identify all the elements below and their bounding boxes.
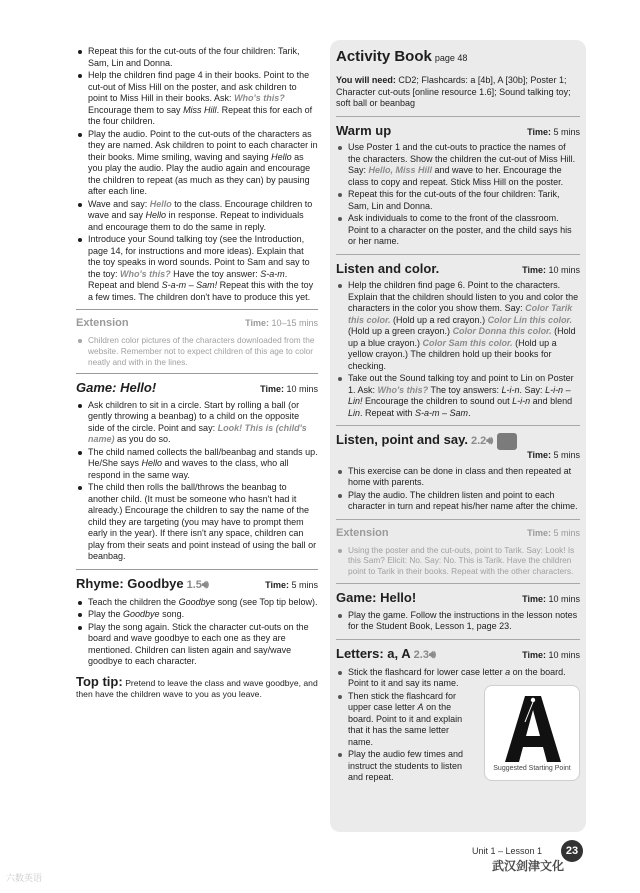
list-item: Then stick the flashcard for upper case letter A on the board. Point to it and explain that it has the same letter name. bbox=[336, 691, 474, 749]
game-r-title: Game: Hello! bbox=[336, 590, 417, 606]
game-time: Time: 10 mins bbox=[260, 384, 318, 395]
top-tip-title: Top tip: bbox=[76, 673, 123, 689]
letters-time: Time: 10 mins bbox=[522, 649, 580, 660]
extension-r-title: Extension bbox=[336, 526, 389, 539]
game-header bbox=[76, 373, 318, 396]
materials-needed: You will need: CD2; Flashcards: a [4b], A [30b]; Poster 1; Character cut-outs [online resource 1.6]; Sound talking toy; soft ball or beanbag bbox=[336, 75, 571, 108]
rhyme-time: Time: 5 mins bbox=[265, 579, 318, 590]
game-r-time: Time: 10 mins bbox=[522, 594, 580, 605]
top-tip bbox=[76, 673, 318, 701]
letter-a-flashcard bbox=[484, 685, 580, 781]
audio-track-icon: 2.3🔊︎ bbox=[413, 648, 436, 661]
warmup-time: Time: 5 mins bbox=[527, 126, 580, 137]
list-item: Wave and say: Hello to the class. Encourage children to wave and say Hello in response. Repeat to individuals and encourage them to do the same in reply. bbox=[76, 199, 318, 234]
warmup-title: Warm up bbox=[336, 122, 392, 138]
warmup-bullet-list bbox=[336, 142, 580, 248]
list-item: Play the Goodbye song. bbox=[76, 609, 318, 621]
intro-bullet-list bbox=[76, 46, 318, 303]
game-bullet-list bbox=[76, 400, 318, 563]
list-item: Introduce your Sound talking toy (see the Introduction, page 14, for instructions and more ideas). Explain that the toy speaks in word sounds. Point to Sam and say to the toy: Who's this? Have the toy answer: S-a-m. Repeat and blend S-a-m – Sam! Repeat this with the toy a few times. The children don't have to produce this yet. bbox=[76, 234, 318, 303]
page-number: 23 bbox=[561, 840, 583, 862]
list-item: Play the game. Follow the instructions in the lesson notes for the Student Book, Lesson 1, page 23. bbox=[336, 610, 580, 633]
game-title: Game: Hello! bbox=[76, 380, 157, 396]
game-r-header bbox=[336, 583, 580, 606]
listen-color-time: Time: 10 mins bbox=[522, 264, 580, 275]
extension-text: Children color pictures of the characters downloaded from the website. Remember not to expect children of this age to color neatly and with in the lines. bbox=[76, 335, 318, 367]
list-item: This exercise can be done in class and then repeated at home with parents. bbox=[336, 466, 580, 489]
listen-color-title: Listen and color. bbox=[336, 260, 440, 276]
audio-track-icon: 1.5🔊︎ bbox=[186, 578, 209, 591]
list-item: Take out the Sound talking toy and point to Lin on Poster 1. Ask: Who's this? The toy answers: L-i-n. Say: L-i-n – Lin! Encourage the children to sound out L-i-n and blend Lin. Repeat with S-a-m – Sam. bbox=[336, 373, 580, 419]
list-item: Play the audio. The children listen and point to each character in turn and repeat his/her name after the chime. bbox=[336, 490, 580, 513]
activity-book-title: Activity Book page 48 bbox=[336, 48, 468, 65]
list-item: Play the song again. Stick the character cut-outs on the board and wave goodbye to each one as they are mentioned. Children can listen again and say/wave goodbye to each character. bbox=[76, 622, 318, 668]
extension-header bbox=[76, 309, 318, 331]
list-item: The child then rolls the ball/throws the beanbag to another child. (It must be someone who hasn't had it already.) Encourage the children to say the name of the child they are targeting (you may have to prompt them early in the year). If there isn't any space, children can play from their seats and point instead of using the ball or beanbag. bbox=[76, 482, 318, 563]
extension-r-header bbox=[336, 519, 580, 541]
listen-point-title: Listen, point and say. bbox=[336, 432, 468, 447]
activity-book-page: page 48 bbox=[434, 53, 468, 63]
watermark-left: 六数英语 bbox=[6, 873, 43, 883]
rhyme-bullet-list bbox=[76, 597, 318, 668]
list-item: Help the children find page 4 in their books. Point to the cut-out of Miss Hill on the poster, and ask children to point to Miss Hill in their books. Ask: Who's this? Encourage them to say Miss Hill. Repeat this for each of the four children. bbox=[76, 70, 318, 128]
list-item: Stick the flashcard for lower case letter a on the board. Point to it and say its name. bbox=[336, 667, 580, 690]
letters-bullet-list-side bbox=[336, 691, 474, 784]
footer-unit-lesson: Unit 1 – Lesson 1 bbox=[472, 846, 543, 856]
extension-title: Extension bbox=[76, 317, 129, 329]
list-item: Repeat this for the cut-outs of the four children: Tarik, Sam, Lin and Donna. bbox=[76, 46, 318, 69]
list-item: The child named collects the ball/beanbag and stands up. He/She says Hello and waves to the class, who all respond in the same way. bbox=[76, 447, 318, 482]
listen-point-time: Time: 5 mins bbox=[527, 450, 580, 461]
list-item: Use Poster 1 and the cut-outs to practice the names of the characters. Show the children the cut-out of Miss Hill. Say: Hello, Miss Hill and wave to her. Encourage the class to copy and repeat. Stick Miss Hill on the poster. bbox=[336, 142, 580, 188]
right-column bbox=[336, 48, 580, 785]
letter-a-stroke-icon bbox=[503, 692, 563, 766]
letters-title: Letters: a, A 2.3🔊︎ bbox=[336, 645, 436, 661]
flashcard-caption: Suggested Starting Point bbox=[493, 765, 571, 773]
watermark-right: 武汉剑津文化 bbox=[492, 859, 565, 873]
listen-color-header bbox=[336, 254, 580, 277]
rhyme-header bbox=[76, 569, 318, 593]
classroom-icon bbox=[497, 433, 517, 450]
listen-point-bullet-list bbox=[336, 466, 580, 513]
list-item: Play the audio few times and instruct the students to listen and repeat. bbox=[336, 749, 474, 784]
extension-r-text: Using the poster and the cut-outs, point to Tarik. Say: Look! Is this Sam? Elicit: No. Say: No. This is Tarik. Have the children point to Tarik in their books. Repeat with the other characters. bbox=[336, 545, 580, 577]
extension-time: Time: 10–15 mins bbox=[245, 318, 318, 328]
list-item: Repeat this for the cut-outs of the four children: Tarik, Sam, Lin and Donna. bbox=[336, 189, 580, 212]
listen-color-bullet-list bbox=[336, 280, 580, 419]
extension-r-time: Time: 5 mins bbox=[527, 527, 580, 538]
left-column bbox=[76, 46, 318, 701]
list-item: Teach the children the Goodbye song (see Top tip below). bbox=[76, 597, 318, 609]
letters-block bbox=[336, 639, 580, 784]
top-tip-text: Pretend to leave the class and wave goodbye, and then have the children wave to you as you leave. bbox=[76, 677, 318, 700]
list-item: Play the audio. Point to the cut-outs of the characters as they are named. Ask children to point to each character in their books. Mime smiling, waving and saying Hello as you play the audio. Play the audio again and encourage the children to repeat (as much as they can) by pausing after each line. bbox=[76, 129, 318, 198]
warmup-header bbox=[336, 116, 580, 139]
list-item: Help the children find page 6. Point to the characters. Explain that the children should listen to you and color the characters in the color you show them. Say: Color Tarik this color. (Hold up a red crayon.) Color Lin this color. (Hold up a green crayon.) Color Donna this color. (Hold up a blue crayon.) Color Sam this color. (Hold up a yellow crayon.) The children hold up their books for checking. bbox=[336, 280, 580, 372]
list-item: Ask children to sit in a circle. Start by rolling a ball (or gently throwing a beanbag) to a child on the opposite side of the circle. Point and say: Look! This is (child's name) as you do so. bbox=[76, 400, 318, 446]
audio-track-icon: 2.2🔊︎ bbox=[470, 435, 494, 447]
rhyme-title: Rhyme: Goodbye 1.5🔊︎ bbox=[76, 575, 209, 591]
listen-point-header bbox=[336, 425, 580, 462]
letters-header bbox=[336, 639, 580, 663]
list-item: Ask individuals to come to the front of the classroom. Point to a character on the poster, and the child says his or her name. bbox=[336, 213, 580, 248]
game-r-bullet-list bbox=[336, 610, 580, 633]
